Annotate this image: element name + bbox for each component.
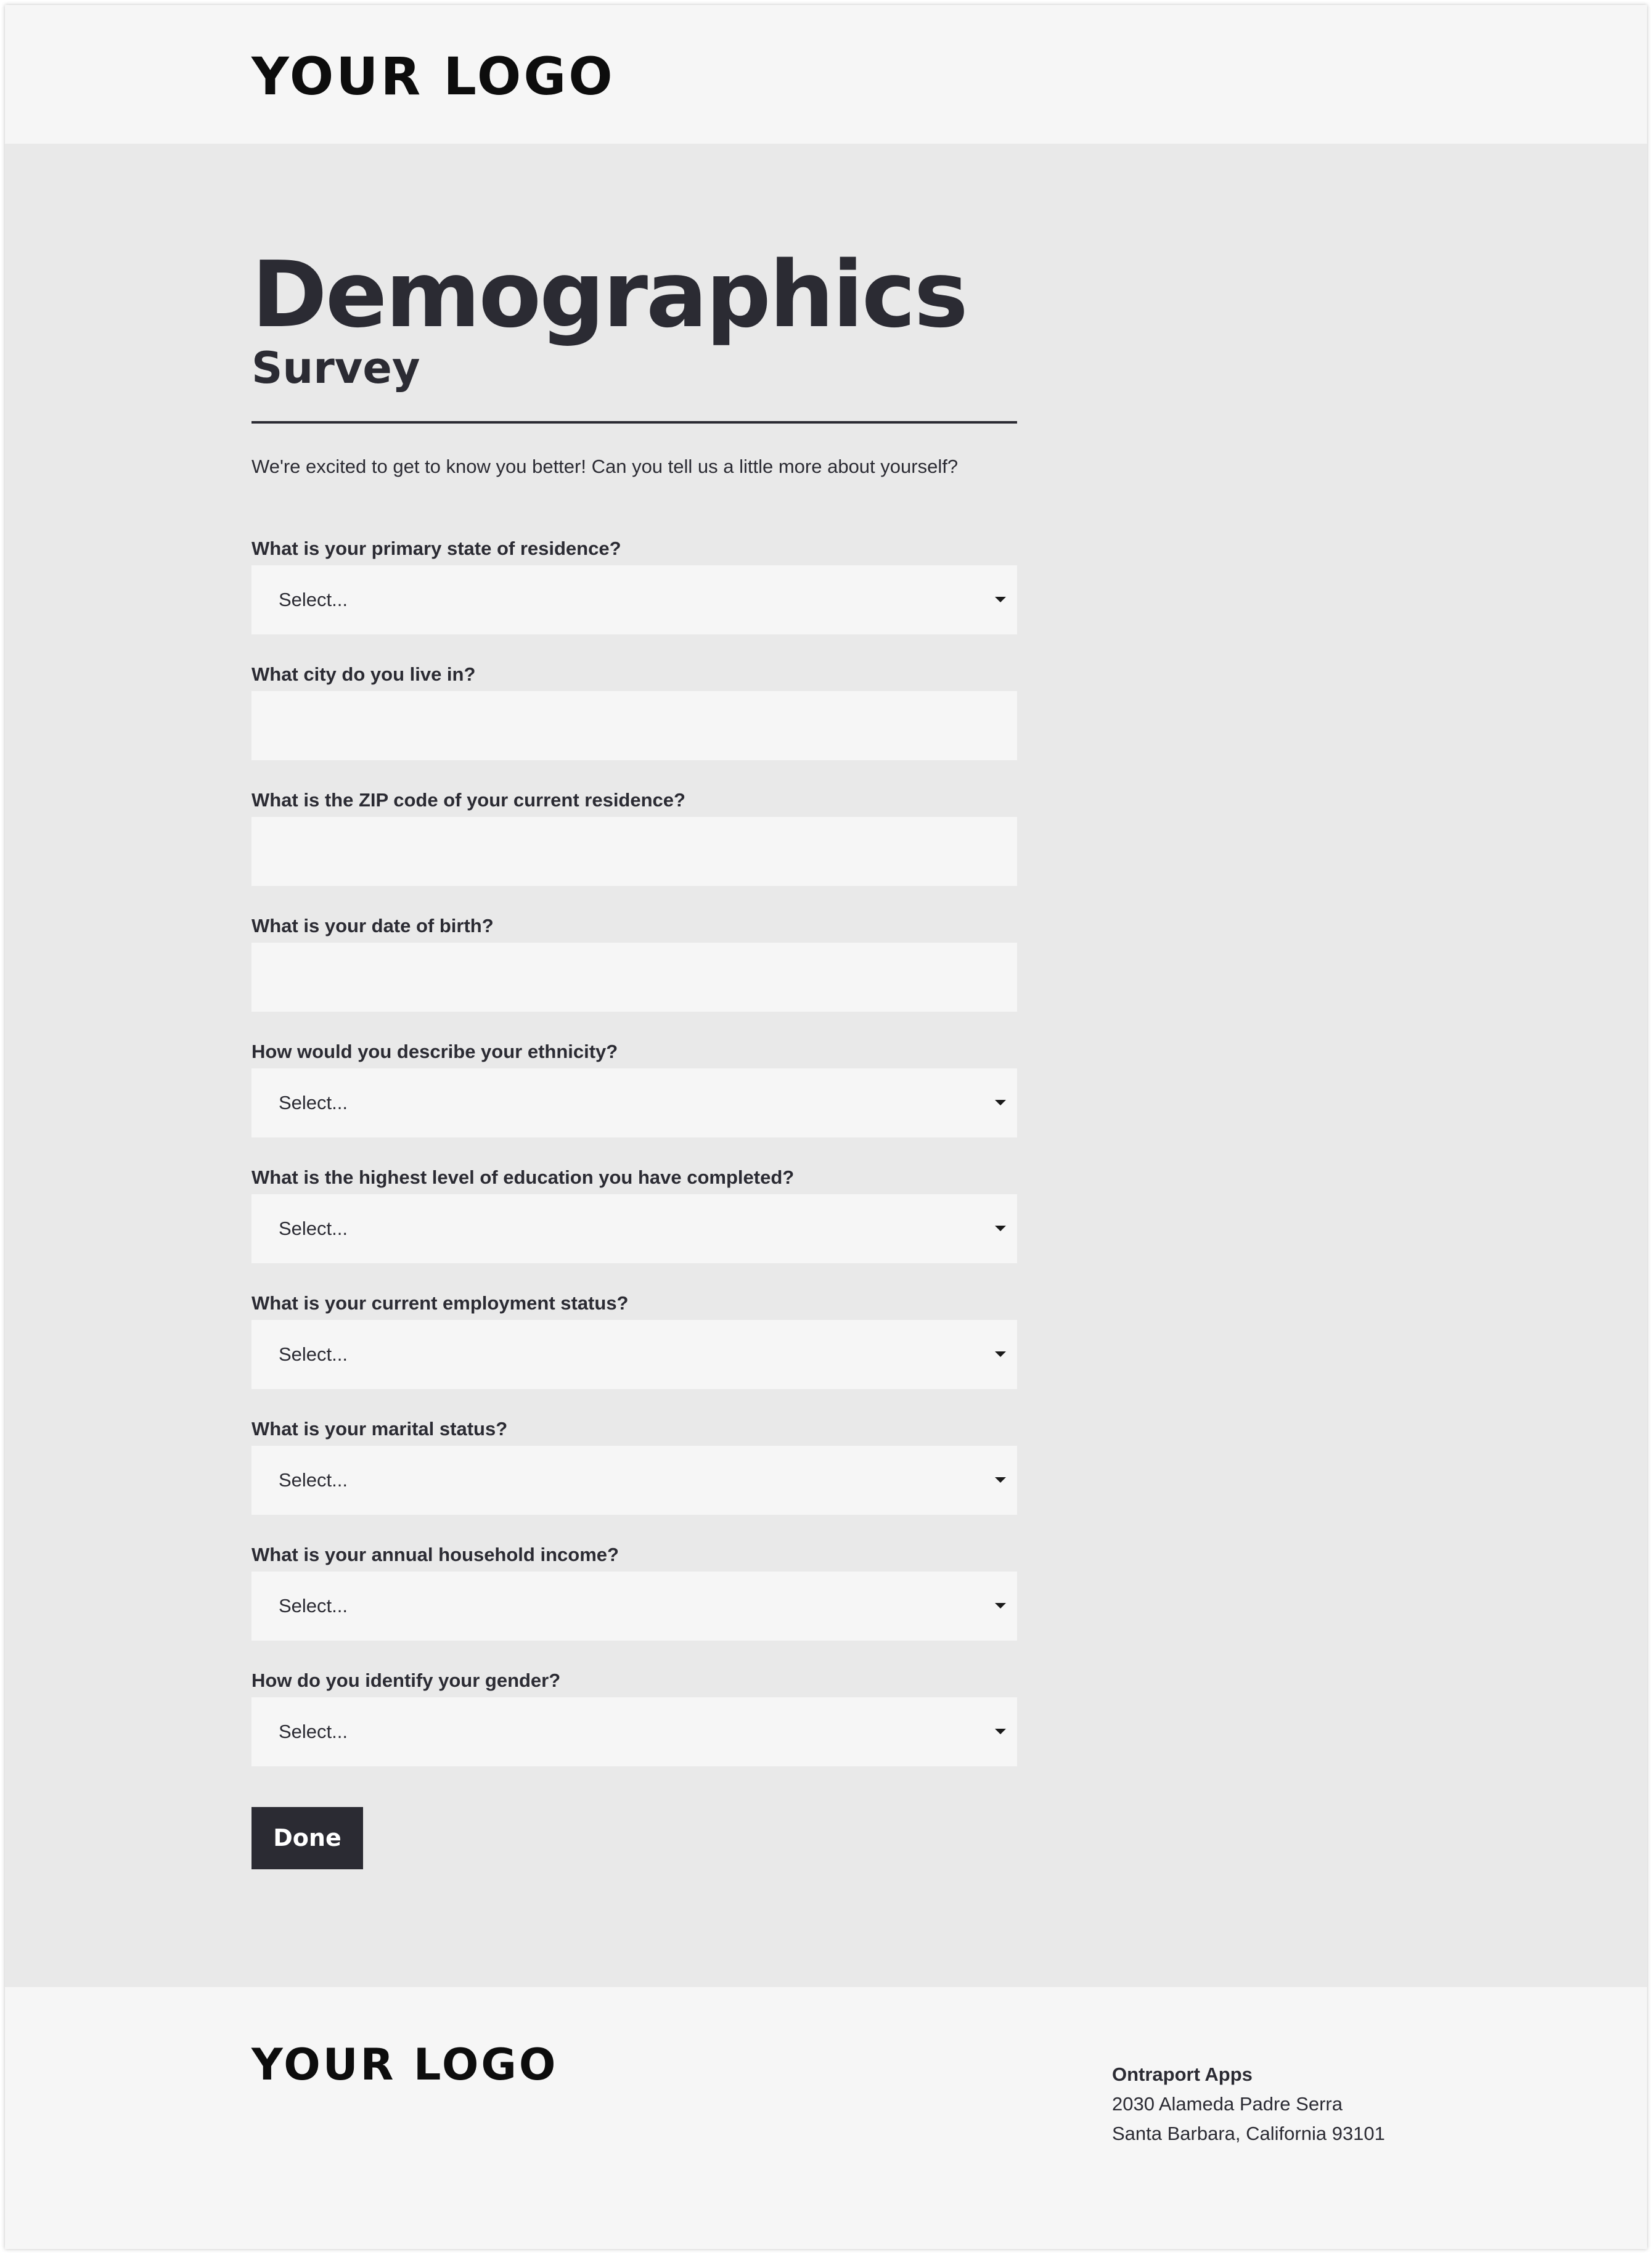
address-line-2: Santa Barbara, California 93101	[1112, 2123, 1385, 2144]
marital-select[interactable]	[251, 1446, 1017, 1515]
question-label-gender: How do you identify your gender?	[251, 1670, 561, 1691]
company-name: Ontraport Apps	[1112, 2063, 1253, 2085]
employment-select[interactable]	[251, 1320, 1017, 1389]
question-label-state: What is your primary state of residence?	[251, 538, 621, 559]
ethnicity-select-value: Select...	[279, 1092, 348, 1113]
income-select[interactable]	[251, 1572, 1017, 1641]
state-select[interactable]	[251, 565, 1017, 634]
done-button[interactable]: Done	[251, 1807, 363, 1869]
question-label-zip: What is the ZIP code of your current residence?	[251, 789, 685, 811]
question-label-marital: What is your marital status?	[251, 1418, 508, 1440]
employment-select-value: Select...	[279, 1343, 348, 1365]
footer-logo: YOUR LOGO	[251, 2039, 558, 2090]
footer	[5, 1987, 1647, 2249]
header-logo: YOUR LOGO	[251, 46, 615, 107]
dropdown-caret-icon	[995, 1100, 1006, 1105]
question-label-city: What city do you live in?	[251, 663, 476, 685]
survey-page	[5, 5, 1647, 2249]
education-select-value: Select...	[279, 1218, 348, 1239]
title-divider	[251, 421, 1017, 424]
dropdown-caret-icon	[995, 597, 1006, 602]
zip-input[interactable]	[251, 817, 1017, 886]
intro-text: We're excited to get to know you better! Can you tell us a little more about yourself?	[251, 456, 959, 477]
city-input[interactable]	[251, 691, 1017, 760]
question-label-employment: What is your current employment status?	[251, 1292, 629, 1314]
state-select-value: Select...	[279, 589, 348, 610]
address-line-1: 2030 Alameda Padre Serra	[1112, 2093, 1343, 2115]
dob-input[interactable]	[251, 943, 1017, 1012]
dropdown-caret-icon	[995, 1603, 1006, 1609]
header	[5, 5, 1647, 144]
income-select-value: Select...	[279, 1595, 348, 1617]
company-address	[1112, 2060, 1385, 2149]
page-subtitle: Survey	[251, 343, 420, 393]
education-select[interactable]	[251, 1194, 1017, 1263]
main-content	[5, 144, 1647, 1987]
marital-select-value: Select...	[279, 1469, 348, 1491]
dropdown-caret-icon	[995, 1729, 1006, 1734]
ethnicity-select[interactable]	[251, 1068, 1017, 1137]
question-label-education: What is the highest level of education you have completed?	[251, 1166, 795, 1188]
page-title: Demographics	[251, 242, 967, 348]
question-label-ethnicity: How would you describe your ethnicity?	[251, 1041, 618, 1062]
dropdown-caret-icon	[995, 1477, 1006, 1483]
gender-select[interactable]	[251, 1697, 1017, 1766]
gender-select-value: Select...	[279, 1721, 348, 1742]
dropdown-caret-icon	[995, 1351, 1006, 1357]
dropdown-caret-icon	[995, 1226, 1006, 1231]
question-label-dob: What is your date of birth?	[251, 915, 494, 936]
question-label-income: What is your annual household income?	[251, 1544, 619, 1565]
